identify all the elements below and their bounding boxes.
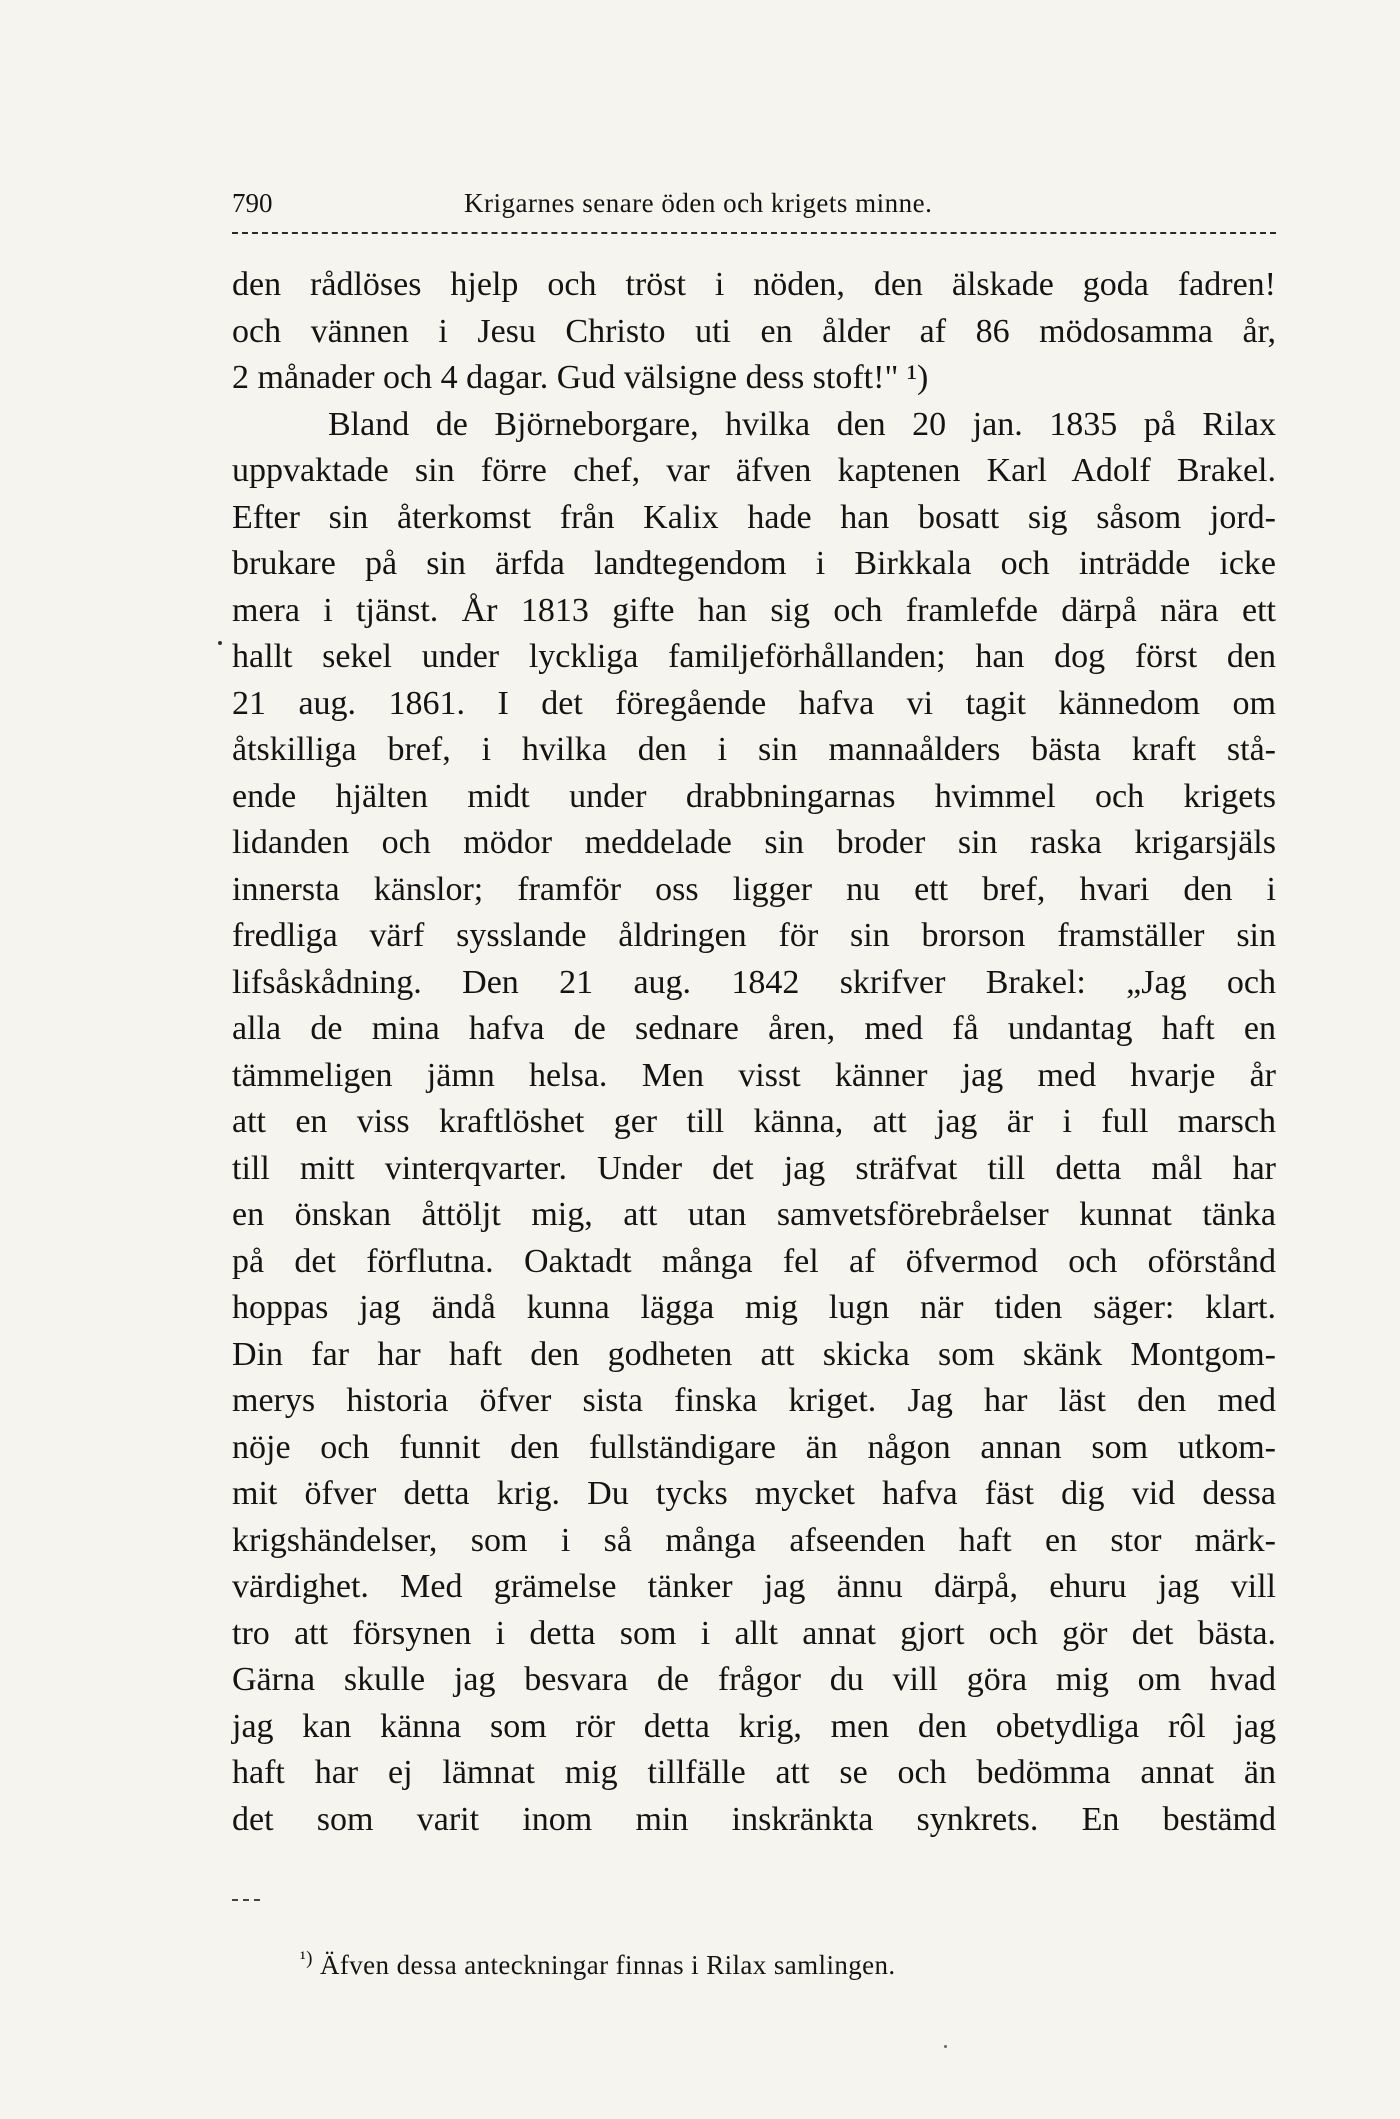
text-line: ende hjälten midt under drabbningarnas hvimmel och krigets	[232, 777, 1276, 815]
running-title: Krigarnes senare öden och krigets minne.	[464, 188, 933, 218]
footnote-marker: ¹)	[300, 1948, 313, 1969]
header-rule	[232, 232, 1276, 234]
running-head	[232, 180, 1276, 224]
text-line: innersta känslor; framför oss ligger nu ett bref, hvari den i	[232, 870, 1276, 908]
text-line: uppvaktade sin förre chef, var äfven kaptenen Karl Adolf Brakel.	[232, 452, 1276, 489]
text-line: åtskilliga bref, i hvilka den i sin mannaålders bästa kraft stå-	[232, 731, 1276, 768]
text-line: 21 aug. 1861. I det föregående hafva vi tagit kännedom om	[232, 684, 1276, 722]
text-line: hallt sekel under lyckliga familjeförhållanden; han dog först den	[232, 638, 1276, 675]
footnote	[300, 1948, 896, 1981]
text-line: krigshändelser, som i så många afseenden haft en stor märk-	[232, 1521, 1276, 1559]
text-line: tro att försynen i detta som i allt annat gjort och gör det bästa.	[232, 1614, 1276, 1652]
text-line: jag kan känna som rör detta krig, men den obetydliga rôl jag	[232, 1707, 1276, 1745]
text-line: den rådlöses hjelp och tröst i nöden, den älskade goda fadren!	[232, 266, 1276, 303]
text-line: alla de mina hafva de sednare åren, med få undantag haft en	[232, 1010, 1276, 1047]
text-line: att en viss kraftlöshet ger till känna, att jag är i full marsch	[232, 1103, 1276, 1140]
text-line: nöje och funnit den fullständigare än någon annan som utkom-	[232, 1428, 1276, 1466]
text-line: merys historia öfver sista finska kriget. Jag har läst den med	[232, 1382, 1276, 1419]
page-speck	[944, 2045, 947, 2048]
footnote-text: Äfven dessa anteckningar finnas i Rilax samlingen.	[319, 1950, 896, 1980]
text-line: fredliga värf sysslande åldringen för sin brorson framställer sin	[232, 917, 1276, 954]
footnote-rule	[232, 1899, 260, 1901]
text-line: hoppas jag ändå kunna lägga mig lugn när tiden säger: klart.	[232, 1289, 1276, 1326]
body-text	[232, 262, 1276, 1843]
text-line: mit öfver detta krig. Du tycks mycket hafva fäst dig vid dessa	[232, 1475, 1276, 1512]
page-number: 790	[232, 188, 273, 218]
text-line: haft har ej lämnat mig tillfälle att se och bedömma annat än	[232, 1754, 1276, 1791]
text-line: och vännen i Jesu Christo uti en ålder af 86 mödosamma år,	[232, 312, 1276, 350]
text-line: lifsåskådning. Den 21 aug. 1842 skrifver Brakel: „Jag och	[232, 963, 1276, 1001]
text-line: Gärna skulle jag besvara de frågor du vill göra mig om hvad	[232, 1661, 1276, 1698]
text-line: brukare på sin ärfda landtegendom i Birkkala och inträdde icke	[232, 545, 1276, 582]
text-line: på det förflutna. Oaktadt många fel af öfvermod och oförstånd	[232, 1242, 1276, 1280]
text-line: lidanden och mödor meddelade sin broder sin raska krigarsjäls	[232, 824, 1276, 861]
text-line: mera i tjänst. År 1813 gifte han sig och framlefde därpå nära ett	[232, 591, 1276, 629]
text-line: tämmeligen jämn helsa. Men visst känner jag med hvarje år	[232, 1056, 1276, 1094]
text-line: det som varit inom min inskränkta synkrets. En bestämd	[232, 1800, 1276, 1838]
text-line: Din far har haft den godheten att skicka som skänk Montgom-	[232, 1335, 1276, 1373]
text-line: värdighet. Med grämelse tänker jag ännu därpå, ehuru jag vill	[232, 1568, 1276, 1605]
text-line: Bland de Björneborgare, hvilka den 20 jan. 1835 på Rilax	[328, 405, 1276, 443]
text-line: till mitt vinterqvarter. Under det jag sträfvat till detta mål har	[232, 1149, 1276, 1187]
text-line: Efter sin återkomst från Kalix hade han bosatt sig såsom jord-	[232, 498, 1276, 536]
margin-speck	[218, 641, 222, 645]
text-line: en önskan åttöljt mig, att utan samvetsförebråelser kunnat tänka	[232, 1196, 1276, 1233]
text-line: 2 månader och 4 dagar. Gud välsigne dess stoft!" ¹)	[232, 359, 929, 396]
